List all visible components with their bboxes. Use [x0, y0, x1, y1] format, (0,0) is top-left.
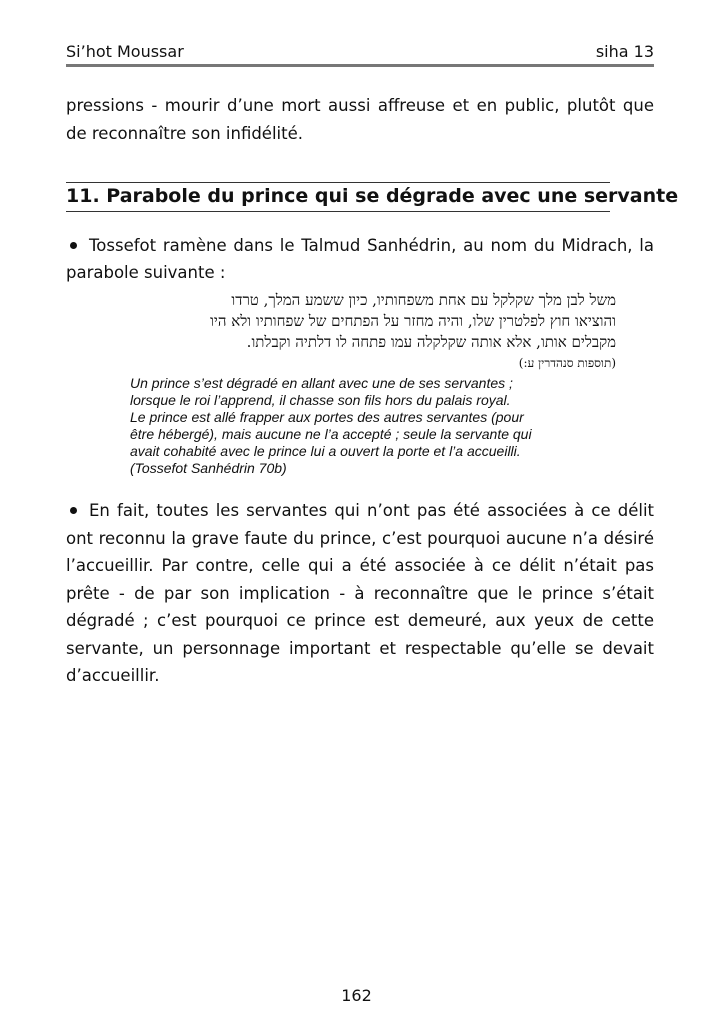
book-title: Si’hot Moussar [66, 42, 184, 61]
hebrew-line-3: מקבלים אותו, אלא אותה שקלקלה עמו פתחה לו דלתיה וקבלתו. [246, 333, 616, 351]
hebrew-line-2: והוציאו חוץ לפלטרין שלו, והיה מחזר על הפתחים של שפחותיו ולא היו [210, 312, 616, 330]
translation-line-4: être hébergé), mais aucune ne l’a accepté ; seule la servante qui [130, 426, 532, 442]
bullet-icon [70, 507, 77, 514]
bullet-paragraph-2 [66, 497, 654, 690]
page-number: 162 [341, 986, 372, 1005]
hebrew-quote [130, 290, 616, 374]
translation-line-1: Un prince s’est dégradé en allant avec une de ses servantes ; [130, 375, 513, 391]
intro-text: pressions - mourir d’une mort aussi affreuse et en public, plutôt que de reconnaître son infidélité. [66, 96, 654, 143]
paragraph-1-text: Tossefot ramène dans le Talmud Sanhédrin, au nom du Midrach, la parabole suivante : [66, 236, 654, 282]
hebrew-source: (תוספות סנהדרין ע:) [518, 356, 616, 370]
intro-paragraph [66, 92, 654, 148]
translation-line-5: avait cohabité avec le prince lui a ouvert la porte et l’a accueilli. [130, 443, 521, 459]
section-heading: 11. Parabole du prince qui se dégrade avec une servante [66, 182, 610, 212]
translation-source: (Tossefot Sanhédrin 70b) [130, 460, 287, 476]
bullet-icon [70, 242, 77, 249]
hebrew-line-1: משל לבן מלך שקלקל עם אחת משפחותיו, כיון ששמע המלך, טרדו [231, 291, 616, 309]
translation-block [130, 375, 620, 477]
running-header [66, 40, 654, 67]
translation-line-2: lorsque le roi l’apprend, il chasse son fils hors du palais royal. [130, 392, 511, 408]
bullet-paragraph-1 [66, 232, 654, 286]
paragraph-2-text: En fait, toutes les servantes qui n’ont pas été associées à ce délit ont reconnu la grave faute du prince, c’est pourquoi aucune n’a désiré l’accueillir. Par contre, celle qui a été associée à ce délit n’était pas prête - de par son implication - à reconnaître que le prince s’était dégradé ; c’est pourquoi ce prince est demeuré, aux yeux de cette servante, un personnage important et respectable qu’elle se devait d’accueillir. [66, 501, 654, 685]
chapter-label: siha 13 [595, 42, 654, 61]
translation-line-3: Le prince est allé frapper aux portes des autres servantes (pour [130, 409, 524, 425]
